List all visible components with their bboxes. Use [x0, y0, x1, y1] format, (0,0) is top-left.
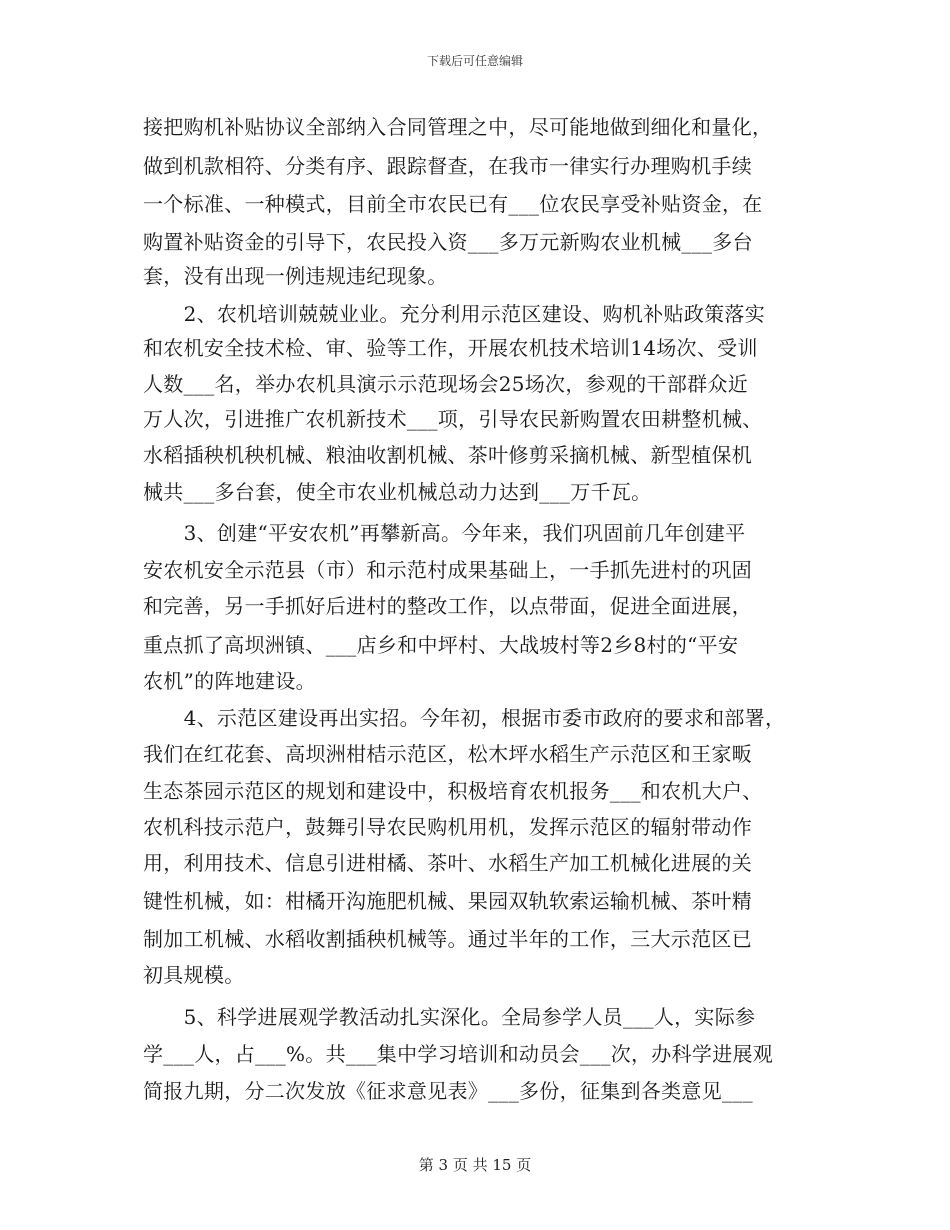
text-line: 制加工机械、水稻收割插秧机械等。通过半年的工作，三大示范区已: [143, 927, 752, 951]
text-line: 4、示范区建设再出实招。今年初，根据市委市政府的要求和部署，: [143, 706, 786, 730]
text-line: 3、创建“平安农机”再攀新高。今年来，我们巩固前几年创建平: [143, 521, 746, 545]
text-line: 和农机安全技术检、审、验等工作，开展农机技术培训14场次、受训: [143, 336, 758, 360]
text-line: 械共___多台套，使全市农业机械总动力达到___万千瓦。: [143, 480, 652, 504]
text-line: 购置补贴资金的引导下，农民投入资___多万元新购农业机械___多台: [143, 230, 753, 254]
text-line: 学___人，占___%。共___集中学习培训和动员会___次，办科学进展观: [143, 1042, 774, 1066]
text-line: 农机”的阵地建设。: [143, 669, 316, 693]
text-line: 套，没有出现一例违规违纪现象。: [143, 264, 448, 288]
text-line: 安农机安全示范县（市）和示范村成果基础上，一手抓先进村的巩固: [143, 558, 752, 582]
text-line: 一个标准、一种模式，目前全市农民已有___位农民享受补贴资金，在: [143, 192, 763, 216]
text-line: 5、科学进展观学教活动扎实深化。全局参学人员___人，实际参: [143, 1005, 756, 1029]
text-line: 万人次，引进推广农机新技术___项，引导农民新购置农田耕整机械、: [143, 407, 763, 431]
text-line: 做到机款相符、分类有序、跟踪督查，在我市一律实行办理购机手续: [143, 154, 752, 178]
text-line: 和完善，另一手抓好后进村的整改工作，以点带面，促进全面进展，: [143, 594, 752, 618]
text-line: 水稻插秧机秧机械、粮油收割机械、茶叶修剪采摘机械、新型植保机: [143, 443, 752, 467]
text-line: 简报九期，分二次发放《征求意见表》___多份，征集到各类意见___: [143, 1079, 753, 1103]
page-header: 下载后可任意编辑: [426, 54, 523, 68]
text-line: 生态茶园示范区的规划和建设中，积极培育农机报务___和农机大户、: [143, 779, 763, 803]
text-line: 人数___名，举办农机具演示示范现场会25场次，参观的干部群众近: [143, 372, 749, 396]
text-line: 农机科技示范户，鼓舞引导农民购机用机，发挥示范区的辐射带动作: [143, 815, 752, 839]
text-line: 接把购机补贴协议全部纳入合同管理之中，尽可能地做到细化和量化，: [143, 115, 773, 139]
text-line: 我们在红花套、高坝洲柑桔示范区，松木坪水稻生产示范区和王家畈: [143, 742, 752, 766]
text-line: 键性机械，如：柑橘开沟施肥机械、果园双轨软索运输机械、茶叶精: [143, 889, 752, 913]
text-line: 重点抓了高坝洲镇、___店乡和中坪村、大战坡村等2乡8村的“平安: [143, 633, 739, 657]
text-line: 初具规模。: [143, 963, 245, 987]
text-line: 2、农机培训兢兢业业。充分利用示范区建设、购机补贴政策落实: [143, 302, 766, 326]
page-number: 第 3 页 共 15 页: [418, 1156, 532, 1174]
text-line: 用，利用技术、信息引进柑橘、茶叶、水稻生产加工机械化进展的关: [143, 851, 752, 875]
